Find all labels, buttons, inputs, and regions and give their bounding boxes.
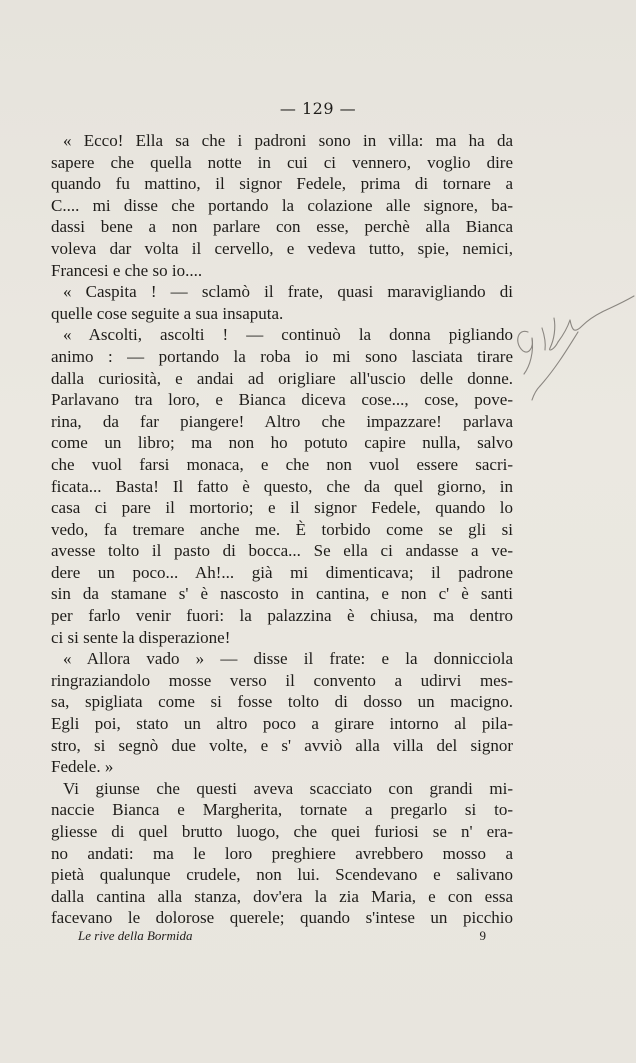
- text-line: Fedele. »: [51, 757, 114, 777]
- text-line: Vi giunse che questi aveva scacciato con grandi mi-: [63, 778, 513, 798]
- text-line: « Ecco! Ella sa che i padroni sono in villa: ma ha da: [63, 131, 513, 150]
- text-line: « Allora vado » — disse il frate: e la donnicciola: [63, 649, 513, 669]
- text-line: voleva dar volta il cervello, e vedeva tutto, spie, nemici,: [51, 238, 513, 258]
- text-line: Francesi e che so io....: [51, 260, 203, 280]
- text-line: casa ci pare il mortorio; e il signor Fedele, quando lo: [51, 498, 513, 518]
- text-line: quelle cose seguite a sua insaputa.: [51, 303, 284, 323]
- text-line: come un libro; ma non ho potuto capire nulla, salvo: [51, 433, 513, 453]
- text-line: vedo, fa tremare anche me. È torbido come se gli si: [51, 519, 513, 539]
- text-line: sapere che quella notte in cui ci vennero, voglio dire: [51, 152, 513, 172]
- text-line: ci si sente la disperazione!: [51, 627, 231, 647]
- page-number: — 129 —: [279, 99, 357, 118]
- text-line: animo : — portando la roba io mi sono lasciata tirare: [51, 346, 513, 366]
- text-line: gliesse di quel brutto luogo, che quei furiosi se n' era-: [51, 822, 513, 841]
- text-line: stro, si segnò due volte, e s' avviò alla villa del signor: [51, 735, 513, 755]
- text-line: ficata... Basta! Il fatto è questo, che da quel giorno, in: [51, 476, 513, 496]
- text-line: « Caspita ! — sclamò il frate, quasi maravigliando di: [63, 282, 513, 302]
- text-line: naccie Bianca e Margherita, tornate a pregarlo si to-: [51, 800, 513, 820]
- text-line: Egli poi, stato un altro poco a girare intorno al pila-: [51, 714, 513, 734]
- text-line: « Ascolti, ascolti ! — continuò la donna pigliando: [63, 325, 513, 345]
- text-line: dalla curiosità, e andai ad origliare all'uscio delle donne.: [51, 368, 513, 388]
- text-line: avesse tolto il pasto di bocca... Se ella ci andasse a ve-: [51, 541, 513, 561]
- text-line: C.... mi disse che portando la colazione alle signore, ba-: [51, 195, 513, 215]
- footer-book-title: Le rive della Bormida: [78, 928, 193, 943]
- text-line: ringraziandolo mosse verso il convento a udirvi mes-: [51, 670, 513, 690]
- text-line: no andati: ma le loro preghiere avrebbero mosso a: [51, 843, 513, 863]
- signature-mark: 9: [479, 928, 486, 943]
- page-footer: [78, 928, 486, 944]
- text-line: facevano le dolorose querele; quando s'intese un picchio: [51, 908, 513, 928]
- text-line: dalla cantina alla stanza, dov'era la zia Maria, e con essa: [51, 886, 513, 906]
- body-text: [51, 130, 513, 929]
- text-line: dassi bene a non parlare con esse, perchè alla Bianca: [51, 217, 513, 237]
- text-line: pietà qualunque crudele, non lui. Scendevano e salivano: [51, 865, 513, 885]
- text-line: dere un poco... Ah!... già mi dimenticava; il padrone: [51, 562, 513, 582]
- text-line: Parlavano tra loro, e Bianca diceva cose..., cose, pove-: [51, 390, 513, 410]
- text-line: sin da stamane s' è nascosto in cantina, e non c' è santi: [51, 584, 513, 604]
- text-line: che vuol farsi monaca, e che non vuol essere sacri-: [51, 454, 513, 474]
- text-line: per farlo venir fuori: la palazzina è chiusa, ma dentro: [51, 606, 513, 626]
- text-line: rina, da far piangere! Altro che impazzare! parlava: [51, 411, 513, 431]
- text-line: quando fu mattino, il signor Fedele, prima di tornare a: [51, 174, 513, 194]
- pencil-annotation: [510, 290, 636, 410]
- text-line: sa, spigliata come si fosse tolto di dosso un macigno.: [51, 692, 513, 712]
